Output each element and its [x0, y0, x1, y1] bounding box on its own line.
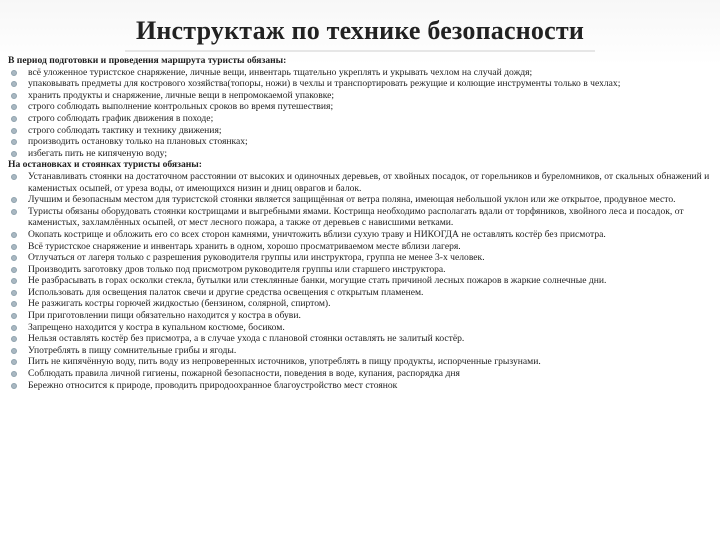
page-title: Инструктаж по технике безопасности — [135, 16, 585, 45]
list-item — [4, 78, 714, 90]
bullet-icon — [11, 255, 17, 261]
bullet-icon — [11, 301, 17, 307]
list-item — [4, 298, 714, 310]
list-item-text: хранить продукты и снаряжение, личные вещи в непромокаемой упаковке; — [28, 89, 335, 101]
bullet-icon — [11, 348, 17, 354]
list-item — [4, 229, 714, 241]
bullet-icon — [11, 267, 17, 273]
list-item — [4, 90, 714, 102]
list-item-text: Пить не кипячённую воду, пить воду из непроверенных источников, употреблять в пищу продукты, испорченные грызунами. — [28, 356, 541, 368]
list-item — [4, 194, 714, 206]
list-item — [4, 101, 714, 113]
list-item-text: Отлучаться от лагеря только с разрешения руководителя группы или инструктора, группа не менее 3-х человек. — [28, 252, 485, 264]
list-item — [4, 322, 714, 334]
section-heading-stops: На остановках и стоянках туристы обязаны: — [8, 159, 202, 171]
bullet-icon — [11, 116, 17, 122]
list-item — [4, 171, 714, 194]
list-item-text: Запрещено находится у костра в купальном костюме, босиком. — [28, 321, 285, 333]
bullet-icon — [11, 81, 17, 87]
bullet-icon — [11, 371, 17, 377]
list-item — [4, 148, 714, 160]
list-item — [4, 113, 714, 125]
list-item-text: Не разжигать костры горючей жидкостью (бензином, солярной, спиртом). — [28, 298, 331, 310]
content-body — [4, 55, 714, 391]
list-item-text: Соблюдать правила личной гигиены, пожарной безопасности, поведения в воде, купания, распорядка дня — [28, 368, 460, 380]
list-item-text: Не разбрасывать в горах осколки стекла, бутылки или стеклянные банки, могущие стать причиной лесных пожаров в жаркие солнечные дни. — [28, 275, 607, 287]
bullet-icon — [11, 290, 17, 296]
bullet-icon — [11, 174, 17, 180]
bullet-icon — [11, 383, 17, 389]
bullet-icon — [11, 197, 17, 203]
list-item-text: Производить заготовку дров только под присмотром руководителя группы или старшего инструктора. — [28, 263, 446, 275]
list-item-text: Туристы обязаны оборудовать стоянки кострищами и выгребными ямами. Кострища необходимо располагать вдали от торфяников, хвойного леса и посадок, от каменистых, захламлённых осыпей, от мест лесного пожара, а также от деревьев с нависшими ветками. — [28, 205, 684, 229]
bullet-icon — [11, 209, 17, 215]
list-item — [4, 345, 714, 357]
list-item — [4, 136, 714, 148]
list-item-text: производить остановку только на плановых стоянках; — [28, 136, 248, 148]
bullet-icon — [11, 244, 17, 250]
list-item-text: Нельзя оставлять костёр без присмотра, а в случае ухода с плановой стоянки оставлять не залитый костёр. — [28, 333, 465, 345]
list-item — [4, 310, 714, 322]
list-item-text: Бережно относится к природе, проводить природоохранное благоустройство мест стоянок — [28, 379, 398, 391]
list-item-text: избегать пить не кипяченую воду; — [28, 147, 167, 159]
title-divider — [125, 50, 595, 52]
list-item — [4, 206, 714, 229]
list-item — [4, 275, 714, 287]
list-item — [4, 67, 714, 79]
list-item-text: Использовать для освещения палаток свечи и другие средства освещения с открытым пламенем. — [28, 286, 424, 298]
list-item — [4, 241, 714, 253]
list-item — [4, 380, 714, 392]
bullet-icon — [11, 336, 17, 342]
list-item-text: Лучшим и безопасным местом для туристской стоянки является защищённая от ветра поляна, имеющая небольшой уклон или же открытое, продувное место. — [28, 194, 676, 206]
bullet-icon — [11, 359, 17, 365]
bullet-icon — [11, 128, 17, 134]
list-item — [4, 287, 714, 299]
list-item-text: Употреблять в пищу сомнительные грибы и ягоды. — [28, 344, 237, 356]
list-item-text: Окопать кострище и обложить его со всех сторон камнями, уничтожить вблизи сухую траву и НИКОГДА не оставлять костёр без присмотра. — [28, 228, 606, 240]
list-item — [4, 264, 714, 276]
list-item-text: строго соблюдать тактику и технику движения; — [28, 124, 222, 136]
bullet-icon — [11, 232, 17, 238]
list-item — [4, 368, 714, 380]
list-item — [4, 125, 714, 137]
section-heading-preparation: В период подготовки и проведения маршрута туристы обязаны: — [8, 55, 287, 66]
preparation-rules-list — [4, 67, 714, 160]
bullet-icon — [11, 151, 17, 157]
bullet-icon — [11, 139, 17, 145]
list-item-text: строго соблюдать выполнение контрольных сроков во время путешествия; — [28, 101, 334, 113]
bullet-icon — [11, 325, 17, 331]
bullet-icon — [11, 70, 17, 76]
stop-rules-list — [4, 171, 714, 391]
list-item-text: Устанавливать стоянки на достаточном расстоянии от высоких и одиночных деревьев, от хвойных посадок, от горельников и буреломников, от скальных обнажений и каменистых осыпей, от уреза воды, от имеющихся низин и дниц оврагов и балок. — [28, 170, 710, 194]
list-item-text: Всё туристское снаряжение и инвентарь хранить в одном, хорошо просматриваемом месте вблизи лагеря. — [28, 240, 461, 252]
bullet-icon — [11, 93, 17, 99]
bullet-icon — [11, 313, 17, 319]
list-item-text: упаковывать предметы для кострового хозяйства(топоры, ножи) в чехлы и транспортировать режущие и колющие инструменты только в чехлах; — [28, 78, 621, 90]
bullet-icon — [11, 104, 17, 110]
list-item-text: При приготовлении пищи обязательно находится у костра в обуви. — [28, 310, 301, 322]
list-item — [4, 333, 714, 345]
bullet-icon — [11, 278, 17, 284]
list-item-text: строго соблюдать график движения в походе; — [28, 112, 214, 124]
list-item-text: всё уложенное туристское снаряжение, личные вещи, инвентарь тщательно укреплять и укрывать чехлом на случай дождя; — [28, 66, 533, 78]
list-item — [4, 356, 714, 368]
list-item — [4, 252, 714, 264]
